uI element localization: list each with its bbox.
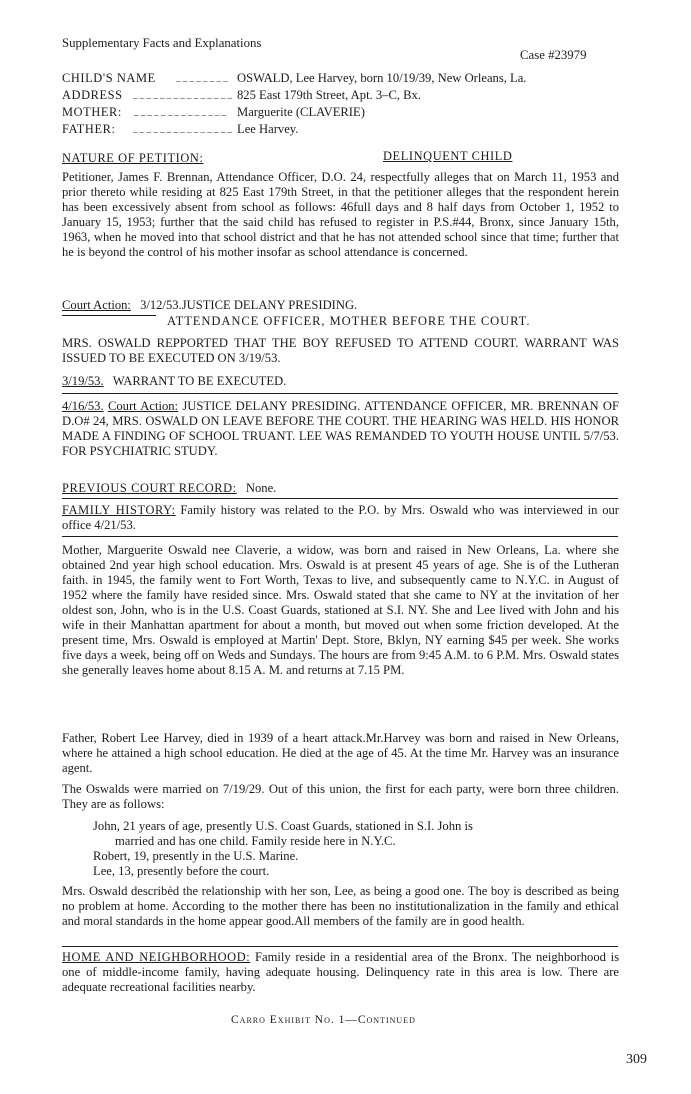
- home-text: Family reside in a residential area of the Bronx. The neighborhood is one of middle-income family, having adequate housing. Delinquency rate in this area is low. There are adequate recreational facilities nearby.: [62, 950, 619, 994]
- father-paragraph: Father, Robert Lee Harvey, died in 1939 of a heart attack.Mr.Harvey was born and raised in New Orleans, where he attained a high school education. He died at the age of 45. At the time Mr. Harvey was an insurance agent.: [62, 731, 619, 775]
- family-history-text: Family history was related to the P.O. by Mrs. Oswald who was interviewed in our office 4/21/53.: [62, 503, 619, 532]
- list-item-robert: Robert, 19, presently in the U.S. Marine.: [93, 849, 299, 863]
- warrant-executed: [62, 374, 286, 389]
- field-leader: _ _ _ _ _ _ _ _ _ _ _ _ _ _ _: [133, 124, 232, 134]
- previous-court-record: [62, 481, 276, 496]
- court-action-1-line2: ATTENDANCE OFFICER, MOTHER BEFORE THE COURT.: [167, 314, 531, 328]
- field-leader: _ _ _ _ _ _ _ _: [176, 73, 228, 83]
- home-label: HOME AND NEIGHBORHOOD:: [62, 950, 251, 964]
- family-history-label: FAMILY HISTORY:: [62, 503, 176, 517]
- court-action-2: [62, 399, 619, 459]
- field-value-father: Lee Harvey.: [237, 122, 299, 136]
- field-leader: _ _ _ _ _ _ _ _ _ _ _ _ _ _: [134, 107, 227, 117]
- field-leader: _ _ _ _ _ _ _ _ _ _ _ _ _ _ _: [133, 90, 232, 100]
- court-action-2-text: JUSTICE DELANY PRESIDING. ATTENDANCE OFFICER, MR. BRENNAN OF D.O# 24, MRS. OSWALD ON LEAVE BEFORE THE COURT. THE HEARING WAS HELD. HIS HONOR MADE A FINDING OF SCHOOL TRUANT. LEE WAS REMANDED TO YOUTH HOUSE UNTIL 5/7/53. FOR PSYCHIATRIC STUDY.: [62, 399, 620, 458]
- field-label-address: ADDRESS: [62, 88, 123, 102]
- warrant-paragraph: MRS. OSWALD REPPORTED THAT THE BOY REFUSED TO ATTEND COURT. WARRANT WAS ISSUED TO BE EXECUTED ON 3/19/53.: [62, 336, 619, 365]
- divider: [62, 498, 618, 499]
- field-label-father: FATHER:: [62, 122, 116, 136]
- family-history: [62, 503, 619, 533]
- court-action-2-date: 4/16/53.: [62, 399, 104, 413]
- court-action-1: [62, 298, 357, 313]
- running-header: Supplementary Facts and Explanations: [62, 36, 262, 50]
- warrant-executed-text: WARRANT TO BE EXECUTED.: [112, 374, 287, 388]
- field-value-childs-name: OSWALD, Lee Harvey, born 10/19/39, New Orleans, La.: [237, 71, 527, 85]
- page-number: 309: [626, 1052, 647, 1067]
- divider: [62, 946, 618, 947]
- relationship-paragraph: Mrs. Oswald describèd the relationship with her son, Lee, as being a good one. The boy is described as being no problem at home. According to the mother there has been no institutionalization in the family and ethical and moral standards in the home appear good.All members of the family are in good health.: [62, 884, 619, 928]
- divider: [62, 536, 618, 537]
- court-action-label: Court Action:: [62, 298, 131, 312]
- court-action-1-line1: 3/12/53.JUSTICE DELANY PRESIDING.: [140, 298, 358, 312]
- list-item-john-continued: married and has one child. Family reside here in N.Y.C.: [115, 834, 396, 848]
- list-item-lee: Lee, 13, presently before the court.: [93, 864, 270, 878]
- field-value-address: 825 East 179th Street, Apt. 3–C, Bx.: [237, 88, 422, 102]
- field-value-mother: Marguerite (CLAVERIE): [237, 105, 365, 119]
- exhibit-caption: Carro Exhibit No. 1—Continued: [231, 1014, 416, 1026]
- children-list: [93, 819, 620, 879]
- list-item-john: John, 21 years of age, presently U.S. Coast Guards, stationed in S.I. John is: [93, 819, 473, 833]
- previous-record-value: None.: [245, 481, 277, 495]
- field-label-childs-name: CHILD'S NAME: [62, 71, 156, 85]
- divider: [62, 393, 618, 394]
- petition-text: Petitioner, James F. Brennan, Attendance Officer, D.O. 24, respectfully alleges that on March 11, 1953 and prior thereto while residing at 825 East 179th Street, in that the petitioner alleges that the respondent herein has been excessively absent from school as follows: 46full days and 8 half days from October 1, 1952 to January 15, 1953; further that the said child has refused to register in P.S.#44, Bronx, since January 15th, 1963, when he moved into that school district and that he has not attended school since that time; further that he is beyond the control of his mother insofar as school attendance is concerned.: [62, 170, 619, 259]
- field-label-mother: MOTHER:: [62, 105, 122, 119]
- home-and-neighborhood: [62, 950, 619, 995]
- divider: [62, 315, 156, 316]
- petition-label: NATURE OF PETITION:: [62, 151, 204, 165]
- case-number: Case #23979: [520, 48, 587, 62]
- previous-record-label: PREVIOUS COURT RECORD:: [62, 481, 237, 495]
- petition-type: DELINQUENT CHILD: [383, 149, 513, 163]
- mother-paragraph: Mother, Marguerite Oswald nee Claverie, a widow, was born and raised in New Orleans, La. where she obtained 2nd year high school education. Mrs. Oswald is at present 45 years of age. She is of the Lutheran faith. in 1945, the family went to Fort Worth, Texas to live, and subsequently came to N.Y.C. in August of 1952 where the family have resided since. Mrs. Oswald stated that she came to NY at the invitation of her oldest son, John, who is in the U.S. Coast Guards, stationed at S.I. NY. She and Lee lived with John and his wife in their Manhattan apartment for about a month, but moved out when some friction developed. At the present time, Mrs. Oswald is employed at Martin' Dept. Store, Bklyn, NY earning $45 per week. She works five days a week, being off on Weds and Sundays. The hours are from 9:45 A.M. to 6 P.M. Mrs. Oswald states she generally leaves home about 8.15 A. M. and returns at 7.15 PM.: [62, 543, 619, 677]
- court-action-label: Court Action:: [107, 399, 179, 413]
- warrant-executed-date: 3/19/53.: [62, 374, 104, 388]
- marriage-paragraph: The Oswalds were married on 7/19/29. Out of this union, the first for each party, were born three children. They are as follows:: [62, 782, 619, 811]
